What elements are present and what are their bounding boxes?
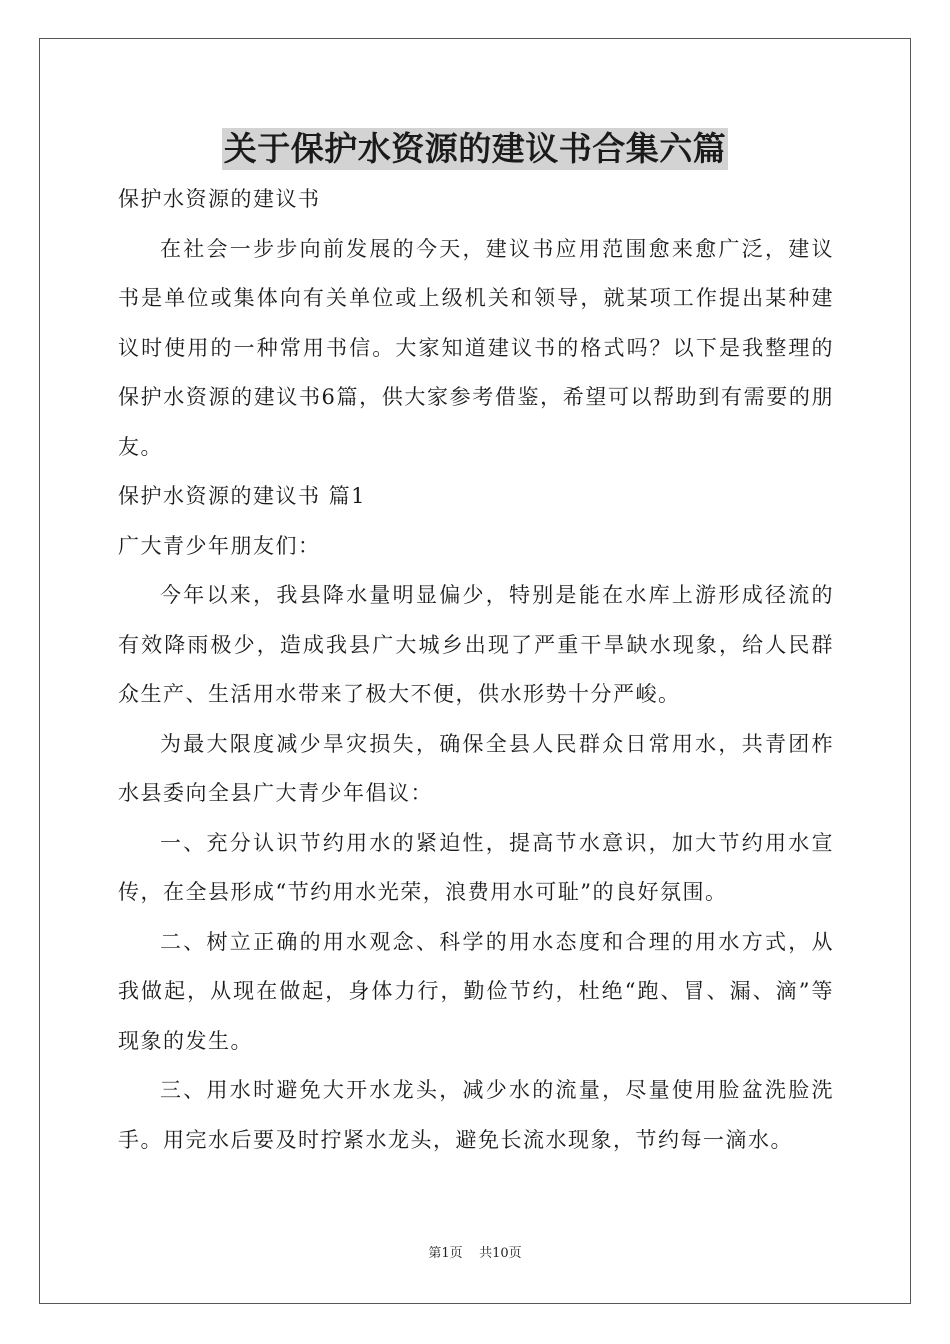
paragraph-6: 为最大限度减少旱灾损失，确保全县人民群众日常用水，共青团柞水县委向全县广大青少年倡议：	[118, 731, 834, 805]
paragraph-4: 广大青少年朋友们：	[118, 533, 321, 558]
title-container	[0, 128, 950, 170]
page-number: 第1页 共10页	[428, 1246, 522, 1261]
paragraph-8: 二、树立正确的用水观念、科学的用水态度和合理的用水方式，从我做起，从现在做起，身体力行，勤俭节约，杜绝“跑、冒、漏、滴”等现象的发生。	[118, 929, 834, 1053]
page-footer	[0, 1246, 950, 1262]
paragraph-9: 三、用水时避免大开水龙头，减少水的流量，尽量使用脸盆洗脸洗手。用完水后要及时拧紧水龙头，避免长流水现象，节约每一滴水。	[118, 1078, 834, 1152]
paragraph-5: 今年以来，我县降水量明显偏少，特别是能在水库上游形成径流的有效降雨极少，造成我县广大城乡出现了严重干旱缺水现象，给人民群众生产、生活用水带来了极大不便，供水形势十分严峻。	[118, 583, 834, 706]
document-title: 关于保护水资源的建议书合集六篇	[223, 129, 727, 168]
document-body	[118, 175, 834, 1165]
paragraph-1: 保护水资源的建议书	[118, 187, 321, 211]
paragraph-7: 一、充分认识节约用水的紧迫性，提高节水意识，加大节约用水宣传，在全县形成“节约用水光荣，浪费用水可耻”的良好氛围。	[118, 830, 834, 904]
paragraph-2: 在社会一步步向前发展的今天，建议书应用范围愈来愈广泛，建议书是单位或集体向有关单位或上级机关和领导，就某项工作提出某种建议时使用的一种常用书信。大家知道建议书的格式吗？以下是我整理的保护水资源的建议书6篇，供大家参考借鉴，希望可以帮助到有需要的朋友。	[118, 236, 834, 459]
paragraph-3: 保护水资源的建议书 篇1	[118, 484, 367, 508]
